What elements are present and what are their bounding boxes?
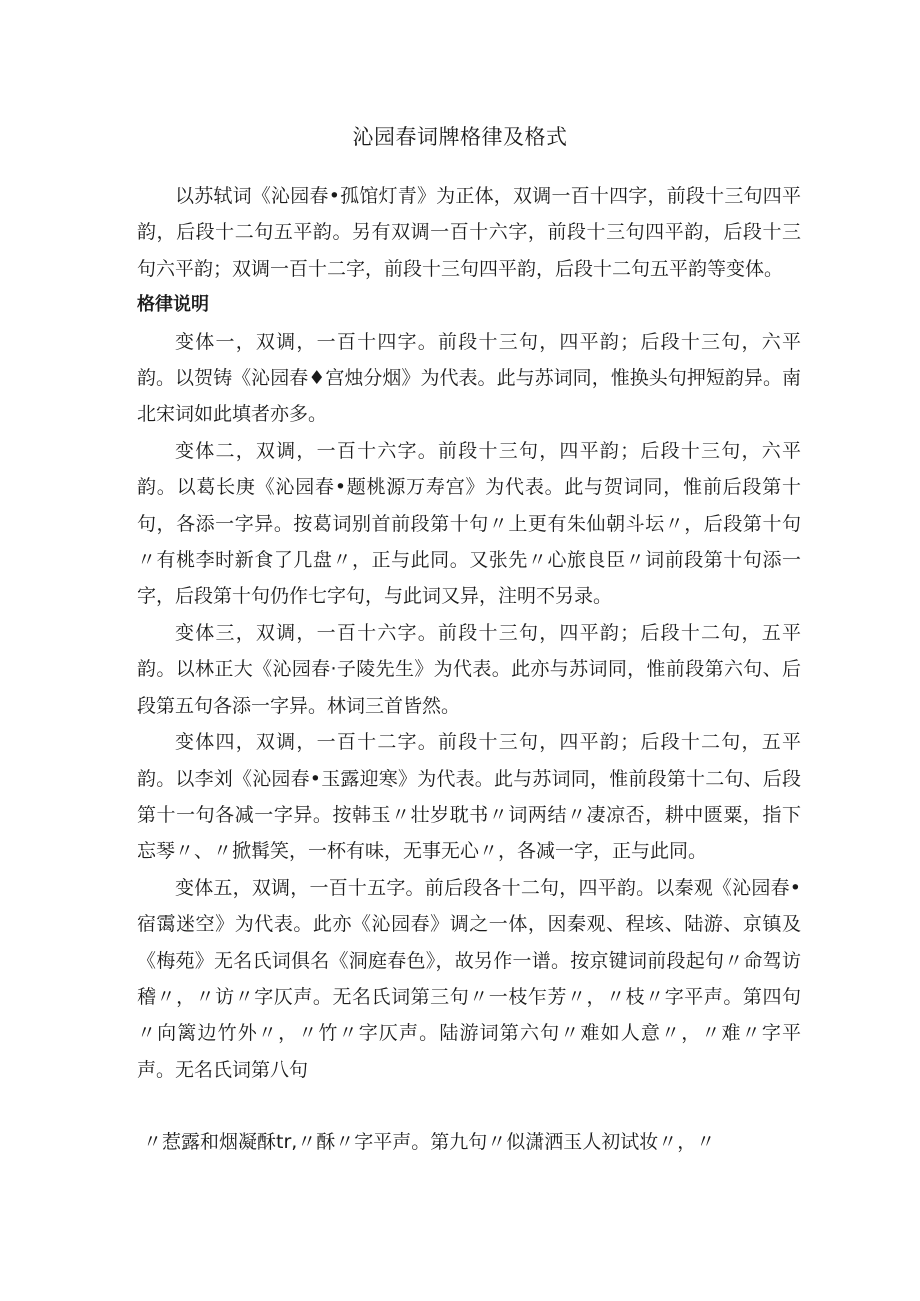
variant-paragraph-4: 变体四，双调，一百十二字。前段十三句，四平韵；后段十二句，五平韵。以李刘《沁园春•玉露迎寒》为代表。此与苏词同，惟前段第十二句、后段第十一句各减一字异。按韩玉〃壮岁耽书〃词两结〃凄凉否，耕中匮粟，指下忘琴〃、〃掀髯笑，一杯有味，无事无心〃，各减一字，正与此同。 (137, 731, 801, 863)
intro-paragraph: 以苏轼词《沁园春•孤馆灯青》为正体，双调一百十四字，前段十三句四平韵，后段十二句五平韵。另有双调一百十六字，前段十三句四平韵，后段十三句六平韵；双调一百十二字，前段十三句四平韵，后段十二句五平韵等变体。 (137, 185, 801, 280)
variant-paragraph-1: 变体一，双调，一百十四字。前段十三句，四平韵；后段十三句，六平韵。以贺铸《沁园春♦宫烛分烟》为代表。此与苏词同，惟换头句押短韵异。南北宋词如此填者亦多。 (137, 330, 801, 426)
document-title: 沁园春词牌格律及格式 (352, 125, 568, 149)
document-body (137, 178, 801, 1088)
variant-paragraph-3: 变体三，双调，一百十六字。前段十三句，四平韵；后段十二句，五平韵。以林正大《沁园春·子陵先生》为代表。此亦与苏词同，惟前段第六句、后段第五句各添一字异。林词三首皆然。 (137, 621, 801, 717)
variant-paragraph-5: 变体五，双调，一百十五字。前后段各十二句，四平韵。以秦观《沁园春•宿霭迷空》为代表。此亦《沁园春》调之一体，因秦观、程垓、陆游、京镇及《梅苑》无名氏词俱名《洞庭春色》，故另作一谱。按京键词前段起句〃命驾访稽〃，〃访〃字仄声。无名氏词第三句〃一枝乍芳〃，〃枝〃字平声。第四句〃向篱边竹外〃，〃竹〃字仄声。陆游词第六句〃难如人意〃，〃难〃字平声。无名氏词第八句 (137, 876, 801, 1081)
section-heading: 格律说明 (137, 294, 209, 316)
variant-paragraph-2: 变体二，双调，一百十六字。前段十三句，四平韵；后段十三句，六平韵。以葛长庚《沁园春•题桃源万寿宫》为代表。此与贺词同，惟前后段第十句，各添一字异。按葛词别首前段第十句〃上更有朱仙朝斗坛〃，后段第十句〃有桃李时新食了几盘〃，正与此同。又张先〃心旅良臣〃词前段第十句添一字，后段第十句仍作七字句，与此词又异，注明不另录。 (137, 439, 801, 608)
continuation-line: 〃惹露和烟凝酥tr,〃酥〃字平声。第九句〃似潇洒玉人初试妆〃，〃 (143, 1131, 716, 1153)
